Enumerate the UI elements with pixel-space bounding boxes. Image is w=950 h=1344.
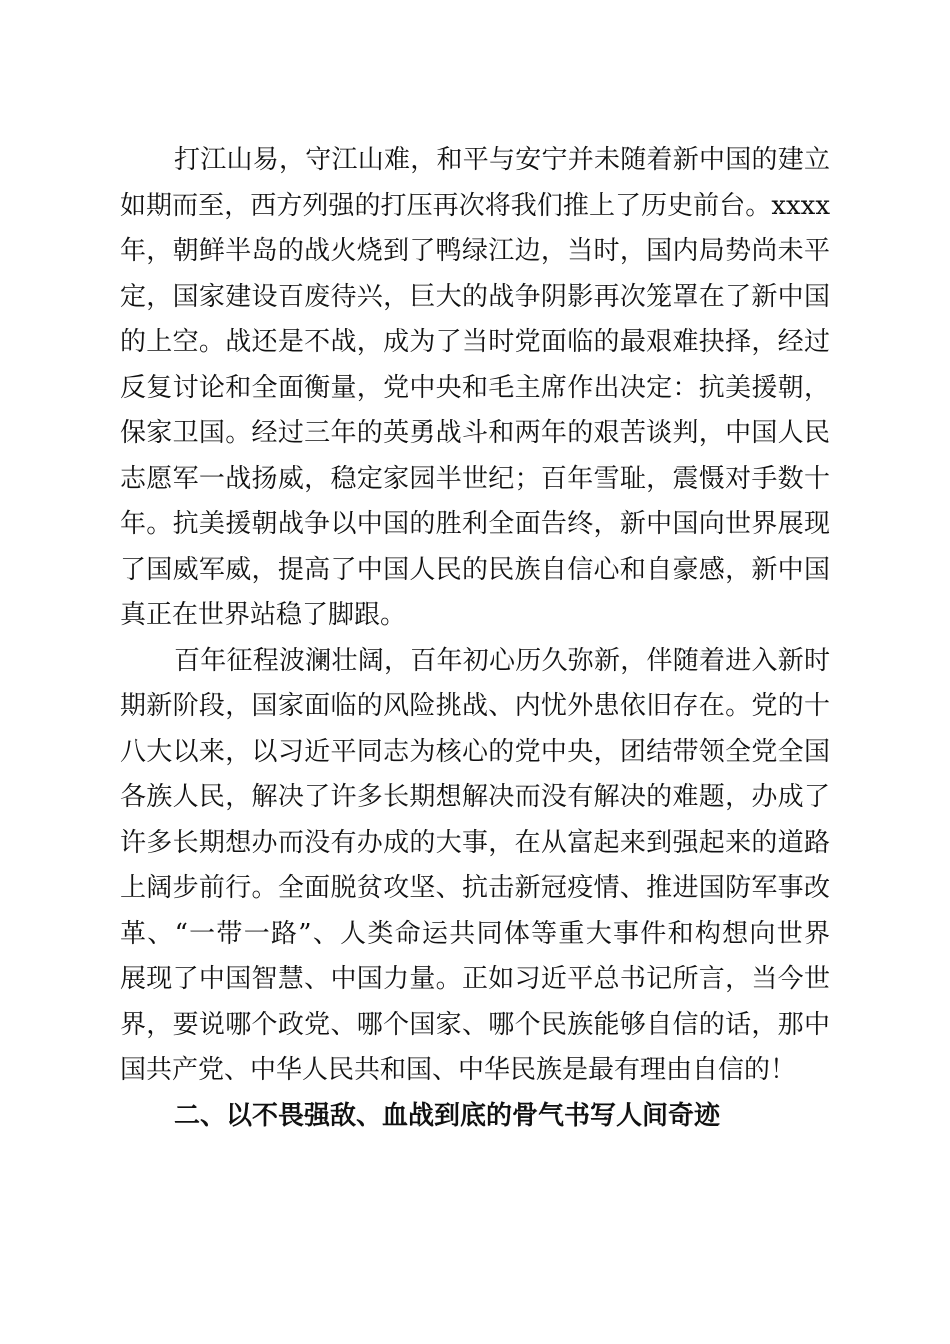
paragraph-line: 保家卫国。经过三年的英勇战斗和两年的艰苦谈判，中国人民 [120, 418, 830, 448]
paragraph-line: 年，朝鲜半岛的战火烧到了鸭绿江边，当时，国内局势尚未平 [120, 236, 830, 266]
paragraph-line: 定，国家建设百废待兴，巨大的战争阴影再次笼罩在了新中国 [120, 281, 830, 312]
paragraph-line: 打江山易，守江山难，和平与安宁并未随着新中国的建立 [174, 145, 830, 175]
paragraph-2 [120, 639, 830, 1094]
paragraph-line: 百年征程波澜壮阔，百年初心历久弥新，伴随着进入新时 [174, 645, 830, 676]
paragraph-line: 的上空。战还是不战，成为了当时党面临的最艰难抉择，经过 [120, 327, 830, 357]
paragraph-line: 了国威军威，提高了中国人民的民族自信心和自豪感，新中国 [120, 554, 830, 585]
paragraph-line: 展现了中国智慧、中国力量。正如习近平总书记所言，当今世 [120, 964, 830, 994]
paragraph-line: 志愿军一战扬威，稳定家园半世纪；百年雪耻，震慑对手数十 [120, 463, 830, 494]
paragraph-1 [120, 138, 830, 639]
paragraph-line: 各族人民，解决了许多长期想解决而没有解决的难题，办成了 [120, 782, 830, 812]
paragraph-line: 年。抗美援朝战争以中国的胜利全面告终，新中国向世界展现 [120, 509, 830, 539]
paragraph-line: 许多长期想办而没有办成的大事，在从富起来到强起来的道路 [120, 827, 830, 858]
paragraph-line: 真正在世界站稳了脚跟。 [120, 600, 407, 630]
paragraph-line: 界，要说哪个政党、哪个国家、哪个民族能够自信的话，那中 [120, 1009, 830, 1040]
paragraph-line: 上阔步前行。全面脱贫攻坚、抗击新冠疫情、推进国防军事改 [120, 873, 830, 903]
document-body [120, 138, 830, 1139]
paragraph-line: 如期而至，西方列强的打压再次将我们推上了历史前台。xxxx [120, 190, 830, 221]
paragraph-line: 国共产党、中华人民共和国、中华民族是最有理由自信的！ [120, 1055, 797, 1085]
paragraph-line: 反复讨论和全面衡量，党中央和毛主席作出决定：抗美援朝， [120, 372, 830, 403]
section-heading: 二、以不畏强敌、血战到底的骨气书写人间奇迹 [174, 1100, 721, 1131]
paragraph-line: 期新阶段，国家面临的风险挑战、内忧外患依旧存在。党的十 [120, 691, 830, 721]
paragraph-line: 革、“一带一路”、人类命运共同体等重大事件和构想向世界 [120, 918, 830, 949]
paragraph-line: 八大以来，以习近平同志为核心的党中央，团结带领全党全国 [120, 736, 830, 767]
